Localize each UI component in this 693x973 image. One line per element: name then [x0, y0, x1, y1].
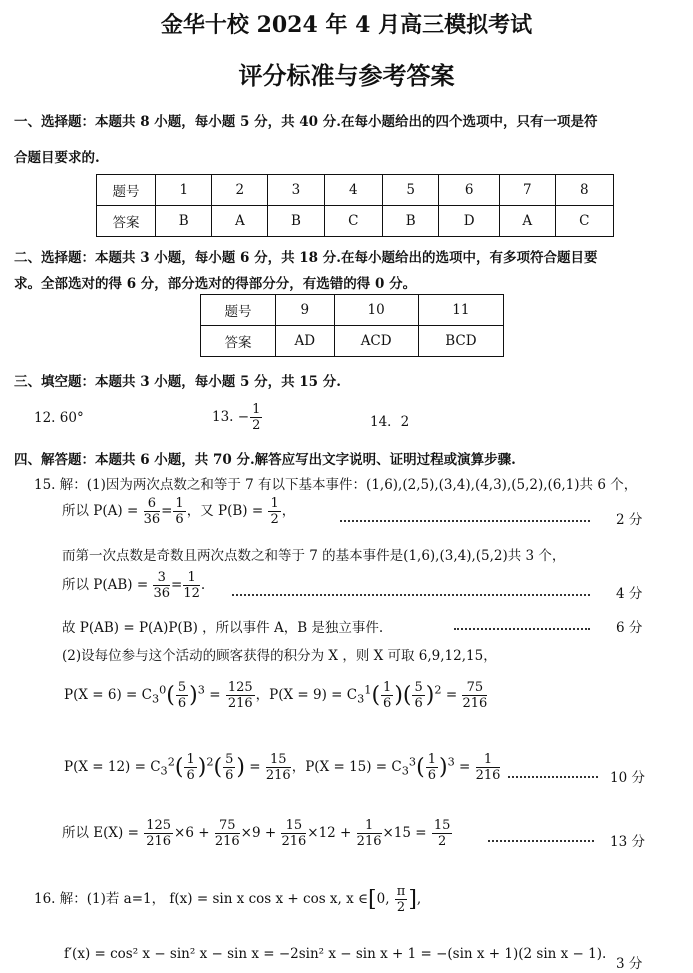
question-number: 8	[555, 175, 613, 206]
question-number: 2	[212, 175, 268, 206]
answer-cell: B	[156, 206, 212, 237]
pab-line: 所以 P(AB) = $\frac{3}{36}$ = $\frac{1}{12}$ .	[62, 570, 206, 601]
pa-line: 所以 P(A) = $\frac{6}{36}$ = $\frac{1}{6}$ ，又 P(B) = $\frac{1}{2}$ ，	[62, 496, 296, 527]
q16-derivative: f′(x) = cos² x − sin² x − sin x = −2sin² x − sin x + 1 = −(sin x + 1)(2 sin x − 1).	[64, 946, 607, 962]
leader-dots	[454, 628, 590, 630]
leader-dots	[508, 776, 598, 778]
score-mark: 6 分	[616, 620, 643, 636]
answer-cell: ACD	[334, 326, 418, 357]
answer-q14: 14．2	[370, 414, 410, 430]
px12-px15-line: $P(X = 12) = C_3^2$( $\frac{1}{6}$ )$^2$( $\frac{5}{6}$ ) = $\frac{15}{216}$ ，$P(X = 15) = C_3^3$( $\frac{1}{6}$ )$^3$ = $\frac{1}{216}$	[64, 752, 501, 783]
answer-cell: A	[212, 206, 268, 237]
answer-cell: B	[268, 206, 324, 237]
leader-dots	[340, 520, 590, 522]
px6-px9-line: $P(X = 6) = C_3^0$( $\frac{5}{6}$ )$^3$ = $\frac{125}{216}$ ，$P(X = 9) = C_3^1$( $\frac{1}{6}$ )( $\frac{5}{6}$ )$^2$ = $\frac{75}{216}$	[64, 680, 488, 711]
q13-label: 13.	[212, 409, 234, 425]
section2-heading-cont: 求。全部选对的得 6 分，部分选对的得部分分，有选错的得 0 分。	[14, 276, 417, 292]
answer-cell: AD	[276, 326, 335, 357]
exam-title: 金华十校 2024 年 4 月高三模拟考试	[160, 12, 533, 38]
score-mark: 4 分	[616, 586, 643, 602]
answer-cell: D	[439, 206, 499, 237]
answer-q12: 12. 60°	[34, 410, 84, 426]
leader-dots	[488, 840, 594, 842]
table-row	[201, 326, 504, 357]
odd-events-line: 而第一次点数是奇数且两次点数之和等于 7 的基本事件是(1,6),(3,4),(5,2)共 3 个，	[62, 548, 566, 564]
score-mark: 13 分	[610, 834, 645, 850]
question-number: 4	[324, 175, 382, 206]
q13-sign: −	[237, 409, 250, 425]
table-header-cell: 答案	[201, 326, 276, 357]
q16-intro: 16. 解：(1)若 a=1， f(x) = sin x cos x + cos x, x ∈[0, $\frac{\pi}{2}$ ],	[34, 884, 422, 915]
answer-cell: A	[499, 206, 555, 237]
question-number: 6	[439, 175, 499, 206]
answer-cell: B	[382, 206, 438, 237]
section4-heading: 四、解答题：本题共 6 小题，共 70 分.解答应写出文字说明、证明过程或演算步骤.	[14, 452, 516, 468]
score-mark: 3 分	[616, 956, 643, 972]
table-header-cell: 题号	[97, 175, 156, 206]
question-number: 5	[382, 175, 438, 206]
table-header-cell: 题号	[201, 295, 276, 326]
question-number: 9	[276, 295, 335, 326]
section3-heading: 三、填空题：本题共 3 小题，每小题 5 分，共 15 分.	[14, 374, 341, 390]
section2-answer-table	[200, 294, 504, 357]
q15-intro: 15. 解：(1)因为两次点数之和等于 7 有以下基本事件：(1,6),(2,5),(3,4),(4,3),(5,2),(6,1)共 6 个，	[34, 477, 638, 493]
section1-heading-cont: 合题目要求的.	[14, 150, 100, 166]
section1-heading: 一、选择题：本题共 8 小题，每小题 5 分，共 40 分.在每小题给出的四个选项中，只有一项是符	[14, 114, 598, 130]
answer-cell: C	[555, 206, 613, 237]
question-number: 7	[499, 175, 555, 206]
answer-key-subtitle: 评分标准与参考答案	[238, 61, 455, 90]
part2-line: (2)设每位参与这个活动的顾客获得的积分为 X ，则 X 可取 6,9,12,15，	[62, 648, 497, 664]
leader-dots	[232, 594, 590, 596]
section1-answer-table	[96, 174, 614, 237]
table-header-cell: 答案	[97, 206, 156, 237]
question-number: 11	[418, 295, 503, 326]
score-mark: 10 分	[610, 770, 645, 786]
section2-heading: 二、选择题：本题共 3 小题，每小题 6 分，共 18 分.在每小题给出的选项中，有多项符合题目要	[14, 250, 598, 266]
answer-q13	[212, 402, 263, 433]
fraction: $\frac{1}{2}$	[252, 402, 261, 433]
question-number: 3	[268, 175, 324, 206]
table-row	[201, 295, 504, 326]
table-row	[97, 206, 614, 237]
answer-cell: C	[324, 206, 382, 237]
question-number: 1	[156, 175, 212, 206]
score-mark: 2 分	[616, 512, 643, 528]
independence-line: 故 P(AB) = P(A)P(B) ，所以事件 A，B 是独立事件.	[62, 620, 384, 636]
answer-cell: BCD	[418, 326, 503, 357]
question-number: 10	[334, 295, 418, 326]
expectation-line: 所以 E(X) = $\frac{125}{216}$ ×6 + $\frac{75}{216}$ ×9 + $\frac{15}{216}$ ×12 + $\frac{1}{216}$ ×15 = $\frac{15}{2}$	[62, 818, 451, 849]
table-row	[97, 175, 614, 206]
